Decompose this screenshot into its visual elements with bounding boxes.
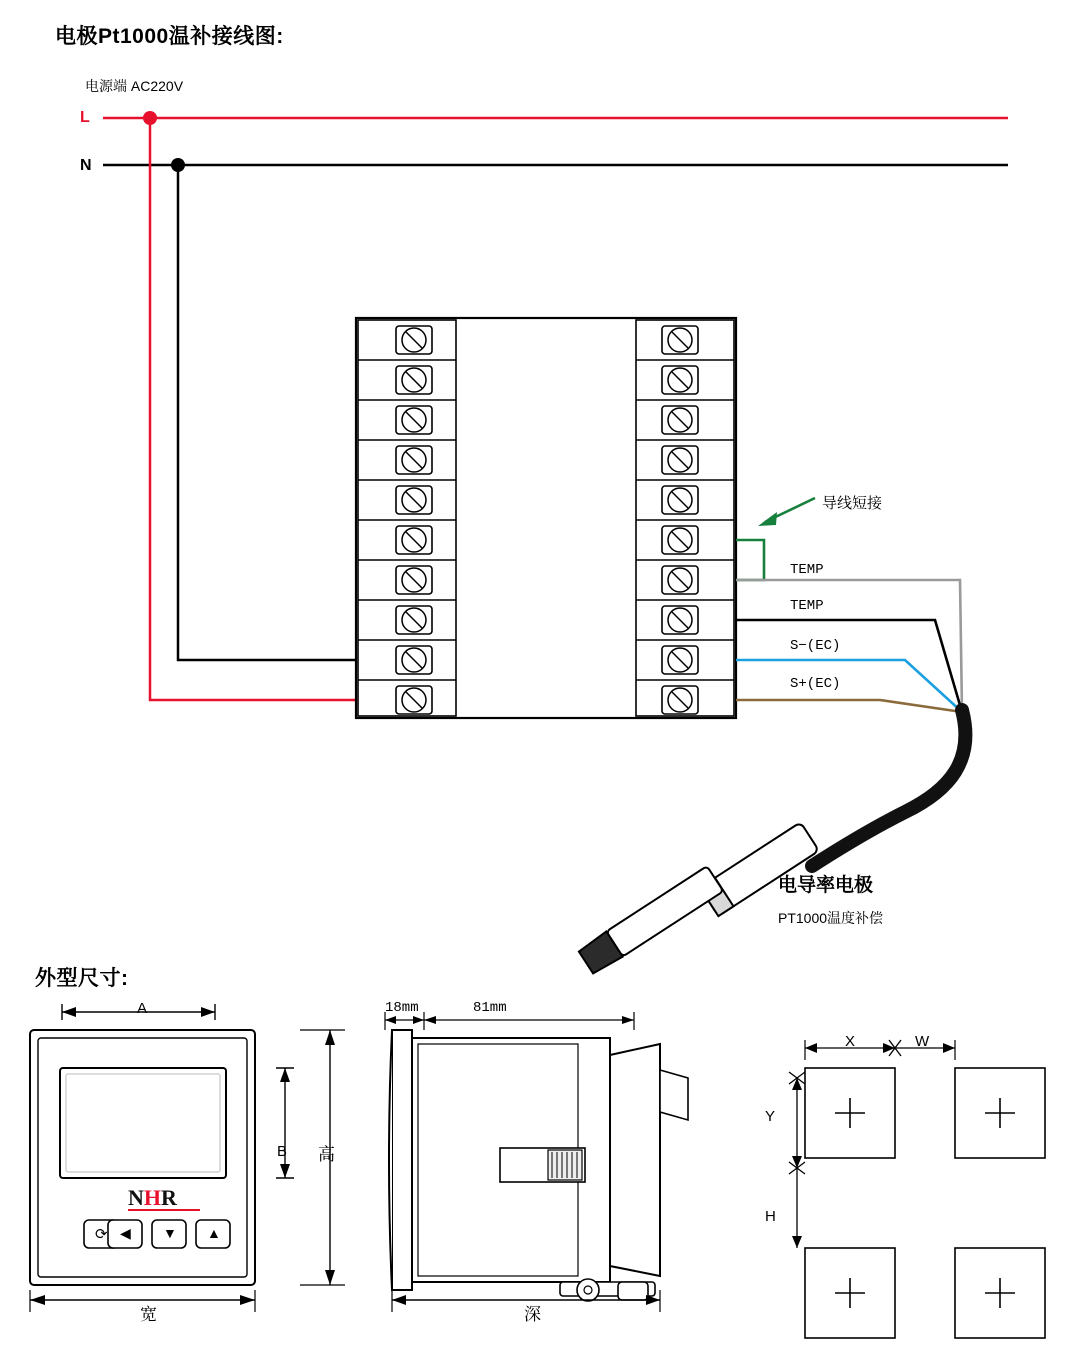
dim-label-B: B xyxy=(277,1143,288,1160)
button-reset[interactable]: ⟳ xyxy=(95,1226,108,1243)
side-view xyxy=(385,1012,688,1312)
dim-label-W: W xyxy=(915,1033,930,1050)
line-label-N: N xyxy=(80,157,92,174)
terminal-block xyxy=(356,318,736,718)
dim-label-depth: 深 xyxy=(524,1305,541,1324)
dim-label-18mm: 18mm xyxy=(385,1000,419,1016)
dim-label-Y: Y xyxy=(765,1108,776,1125)
button-up[interactable]: ▲ xyxy=(207,1225,221,1241)
button-left[interactable]: ◀ xyxy=(120,1225,131,1241)
electrode-assembly xyxy=(578,710,966,975)
signal-wires xyxy=(736,580,962,712)
power-source-label: 电源端 AC220V xyxy=(85,78,184,94)
electrode-name: 电导率电极 xyxy=(778,875,874,896)
dim-label-width: 宽 xyxy=(140,1305,157,1324)
brand-logo: NHR xyxy=(128,1185,177,1210)
line-label-L: L xyxy=(80,109,90,126)
front-view xyxy=(30,1004,345,1312)
short-link-label: 导线短接 xyxy=(822,495,883,512)
cutout-pattern xyxy=(789,1040,1045,1338)
electrode-subtitle: PT1000温度补偿 xyxy=(778,910,884,926)
dim-label-X: X xyxy=(845,1033,856,1050)
dim-label-height: 高 xyxy=(318,1145,335,1164)
dim-label-H: H xyxy=(765,1208,776,1225)
signal-label-temp-1: TEMP xyxy=(790,562,824,578)
dim-label-81mm: 81mm xyxy=(473,1000,507,1016)
dimensions-title: 外型尺寸: xyxy=(35,967,129,990)
button-down[interactable]: ▼ xyxy=(163,1225,177,1241)
signal-label-s-minus: S−(EC) xyxy=(790,638,841,654)
dim-label-A: A xyxy=(137,1000,148,1017)
signal-label-temp-2: TEMP xyxy=(790,598,824,614)
signal-label-s-plus: S+(EC) xyxy=(790,676,841,692)
short-link-jumper xyxy=(736,498,815,580)
page-title: 电极Pt1000温补接线图: xyxy=(55,25,284,48)
